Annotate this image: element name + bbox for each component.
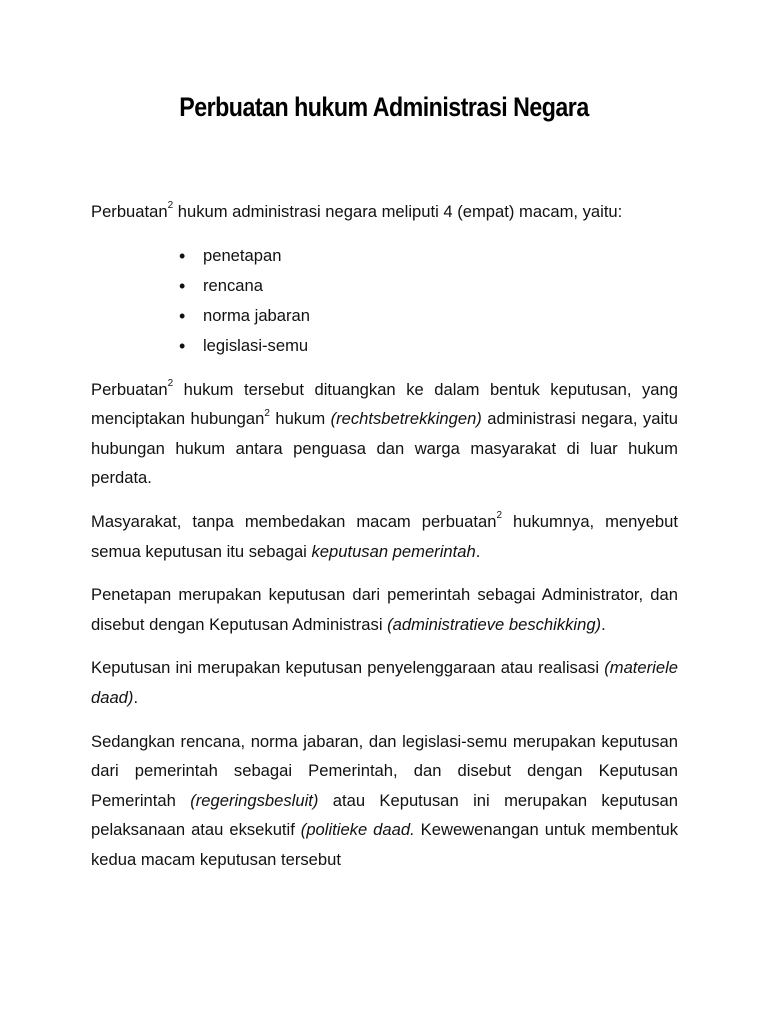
paragraph-masyarakat bbox=[91, 507, 678, 566]
para6-text-a: Sedangkan rencana, norma jabaran, dan legislasi-semu merupakan keputusan dari pemerintah sebagai Pemerintah, dan disebut dengan Keputusan Pemerintah bbox=[91, 731, 678, 810]
para3-text-a: Masyarakat, tanpa membedakan macam perbuatan bbox=[91, 511, 497, 531]
paragraph-keputusan bbox=[91, 375, 678, 493]
para4-text-a: Penetapan merupakan keputusan dari pemerintah sebagai Administrator, dan disebut dengan Keputusan Administrasi bbox=[91, 585, 678, 634]
para6-text-b: atau Keputusan ini merupakan keputusan pelaksanaan atau eksekutif bbox=[91, 790, 679, 840]
para2-superscript-a: 2 bbox=[167, 378, 174, 390]
para5-text-a: Keputusan ini merupakan keputusan penyelenggaraan atau realisasi bbox=[91, 658, 605, 678]
para2-text-b: hukum tersebut dituangkan ke dalam bentuk keputusan, yang menciptakan hubungan bbox=[91, 379, 678, 429]
para3-italic-term: keputusan pemerintah bbox=[311, 541, 476, 561]
list-item: • legislasi-semu bbox=[203, 331, 678, 361]
para2-superscript-b: 2 bbox=[264, 407, 270, 419]
paragraph-penetapan bbox=[91, 580, 678, 639]
intro-superscript: 2 bbox=[167, 200, 174, 212]
paragraph-rencana bbox=[91, 727, 678, 875]
para5-text-b: . bbox=[133, 687, 139, 707]
para2-text-d: administrasi negara, yaitu hubungan hukum antara penguasa dan warga masyarakat di luar hukum perdata. bbox=[91, 409, 678, 488]
list-item: • rencana bbox=[203, 271, 678, 301]
intro-paragraph bbox=[91, 197, 678, 227]
list-item: • norma jabaran bbox=[203, 301, 678, 331]
intro-text-a: Perbuatan bbox=[91, 202, 168, 221]
paragraph-realisasi bbox=[91, 653, 678, 712]
para2-text-c: hukum bbox=[269, 409, 331, 429]
list-item: • penetapan bbox=[203, 241, 678, 271]
para6-italic-term-a: (regeringsbesluit) bbox=[190, 790, 319, 810]
para2-italic-term: (rechtsbetrekkingen) bbox=[330, 409, 482, 429]
document-title: Perbuatan hukum Administrasi Negara bbox=[179, 92, 589, 122]
para3-text-c: . bbox=[475, 541, 481, 561]
para3-text-b: hukumnya, menyebut semua keputusan itu sebagai bbox=[91, 511, 678, 561]
para2-text-a: Perbuatan bbox=[91, 379, 168, 399]
types-list bbox=[91, 241, 678, 361]
para4-text-b: . bbox=[601, 614, 606, 634]
para4-italic-term: (administratieve beschikking) bbox=[387, 614, 602, 634]
para3-superscript: 2 bbox=[496, 510, 503, 522]
para6-italic-term-b: (politieke daad. bbox=[300, 820, 415, 840]
para6-text-c: Kewewenangan untuk membentuk kedua macam keputusan tersebut bbox=[91, 820, 678, 869]
intro-text-b: hukum administrasi negara meliputi 4 (empat) macam, yaitu: bbox=[173, 202, 623, 221]
document-body bbox=[91, 197, 678, 889]
para5-italic-term: (materiele daad) bbox=[91, 658, 678, 707]
